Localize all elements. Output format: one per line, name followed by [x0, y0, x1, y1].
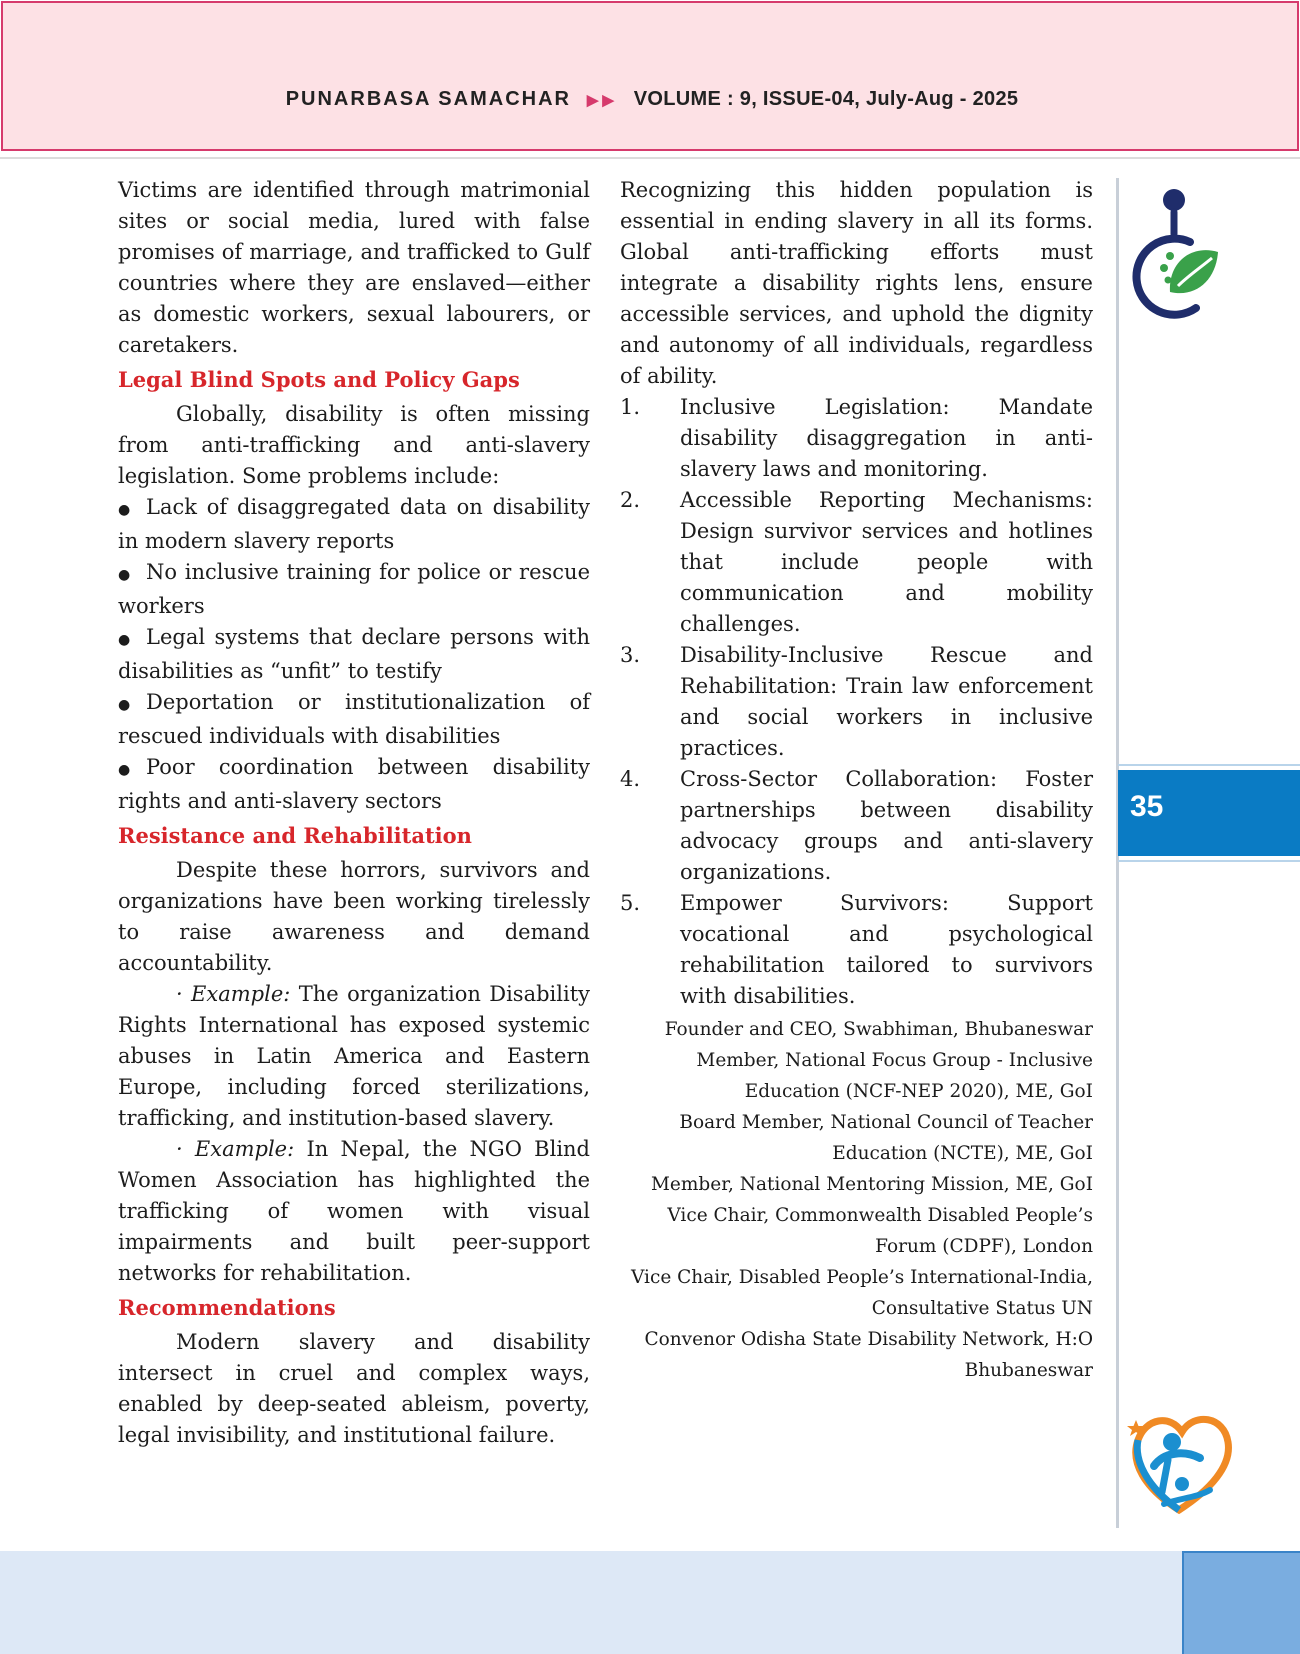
signature-line: Member, National Focus Group - Inclusive Education (NCF-NEP 2020), ME, GoI [696, 1050, 1093, 1102]
recommendation-item [620, 392, 1093, 485]
item-number: 1. [620, 395, 641, 419]
item-text: Empower Survivors: Support vocational and psychological rehabilitation tailored to survivors with disabilities. [680, 891, 1093, 1008]
page-number-rule [1118, 860, 1300, 862]
signature-line: Vice Chair, Commonwealth Disabled People’s Forum (CDPF), London [667, 1205, 1093, 1257]
bullet-icon: ● [118, 567, 131, 583]
example-label: · Example: [176, 982, 291, 1006]
recommendation-item [620, 485, 1093, 640]
publication-title: PUNARBASA SAMACHAR [285, 88, 571, 110]
example-paragraph [118, 1134, 590, 1289]
bullet-text: Lack of disaggregated data on disability in modern slavery reports [118, 495, 590, 553]
footer-corner-box [1182, 1551, 1300, 1654]
example-text: The organization Disability Rights International has exposed systemic abuses in Latin America and Eastern Europe, including forced sterilizations, trafficking, and institution-based slavery. [118, 982, 590, 1130]
example-paragraph [118, 979, 590, 1134]
header-line [3, 88, 1300, 111]
signature-line: Member, National Mentoring Mission, ME, GoI [650, 1174, 1093, 1195]
paragraph: Despite these horrors, survivors and organizations have been working tirelessly to raise awareness and demand accountability. [118, 858, 590, 975]
bullet-text: Deportation or institutionalization of rescued individuals with disabilities [118, 690, 590, 748]
signature-line: Board Member, National Council of Teacher Education (NCTE), ME, GoI [679, 1112, 1093, 1164]
header-divider [0, 157, 1300, 159]
paragraph: Modern slavery and disability intersect in cruel and complex ways, enabled by deep-seated ableism, poverty, legal invisibility, and institutional failure. [118, 1330, 590, 1447]
bullet-icon: ● [118, 697, 131, 713]
issue-info: VOLUME : 9, ISSUE-04, July-Aug - 2025 [633, 88, 1019, 110]
example-label: · Example: [176, 1137, 295, 1161]
bullet-text: Poor coordination between disability rights and anti-slavery sectors [118, 755, 590, 813]
item-number: 5. [620, 891, 641, 915]
section-heading: Resistance and Rehabilitation [118, 823, 472, 848]
bullet-text: Legal systems that declare persons with disabilities as “unfit” to testify [118, 625, 590, 683]
bullet-item [118, 752, 590, 817]
item-text: Cross-Sector Collaboration: Foster partnerships between disability advocacy groups and anti-slavery organizations. [680, 767, 1093, 884]
item-number: 4. [620, 767, 641, 791]
bullet-item [118, 622, 590, 687]
intro-paragraph: Recognizing this hidden population is essential in ending slavery in all its forms. Global anti-trafficking efforts must integrate a disability rights lens, ensure accessible services, and uphold the dignity and autonomy of all individuals, regardless of ability. [620, 178, 1093, 388]
recommendation-item [620, 640, 1093, 764]
item-number: 3. [620, 643, 641, 667]
bullet-item [118, 492, 590, 557]
bullet-item [118, 557, 590, 622]
bullet-icon: ● [118, 632, 131, 648]
arrow-icon: ▶▶ [586, 92, 618, 109]
bullet-text: No inclusive training for police or rescue workers [118, 560, 590, 618]
page-number-rule [1118, 764, 1300, 766]
section-heading: Legal Blind Spots and Policy Gaps [118, 367, 520, 392]
page-number: 35 [1118, 770, 1300, 856]
signature-line: Vice Chair, Disabled People’s International-India, Consultative Status UN [631, 1267, 1093, 1319]
section-heading: Recommendations [118, 1295, 336, 1320]
page-footer [0, 1551, 1300, 1654]
page-header [1, 1, 1299, 151]
right-column [620, 175, 1093, 1386]
bullet-list [118, 492, 590, 817]
item-text: Inclusive Legislation: Mandate disability disaggregation in anti-slavery laws and monitoring. [680, 395, 1093, 481]
paragraph: Globally, disability is often missing from anti-trafficking and anti-slavery legislation. Some problems include: [118, 402, 590, 488]
recommendation-list [620, 392, 1093, 1012]
item-text: Accessible Reporting Mechanisms: Design survivor services and hotlines that include people with communication and mobility challenges. [680, 488, 1093, 636]
signature-line: Founder and CEO, Swabhiman, Bhubaneswar [664, 1019, 1093, 1040]
item-number: 2. [620, 488, 641, 512]
intro-paragraph: Victims are identified through matrimonial sites or social media, lured with false promises of marriage, and trafficked to Gulf countries where they are enslaved—either as domestic workers, sexual labourers, or caretakers. [118, 178, 590, 357]
bullet-icon: ● [118, 762, 131, 778]
recommendation-item [620, 888, 1093, 1012]
item-text: Disability-Inclusive Rescue and Rehabilitation: Train law enforcement and social workers in inclusive practices. [680, 643, 1093, 760]
bullet-icon: ● [118, 502, 131, 518]
recommendation-item [620, 764, 1093, 888]
bullet-item [118, 687, 590, 752]
example-text: In Nepal, the NGO Blind Women Association has highlighted the trafficking of women with visual impairments and built peer-support networks for rehabilitation. [118, 1137, 590, 1285]
signature-line: Convenor Odisha State Disability Network, H:O Bhubaneswar [644, 1329, 1093, 1381]
left-column [118, 175, 590, 1451]
heart-figure-logo-icon [1124, 1400, 1234, 1520]
swabhiman-logo-icon [1130, 182, 1222, 322]
author-signature [620, 1014, 1093, 1386]
